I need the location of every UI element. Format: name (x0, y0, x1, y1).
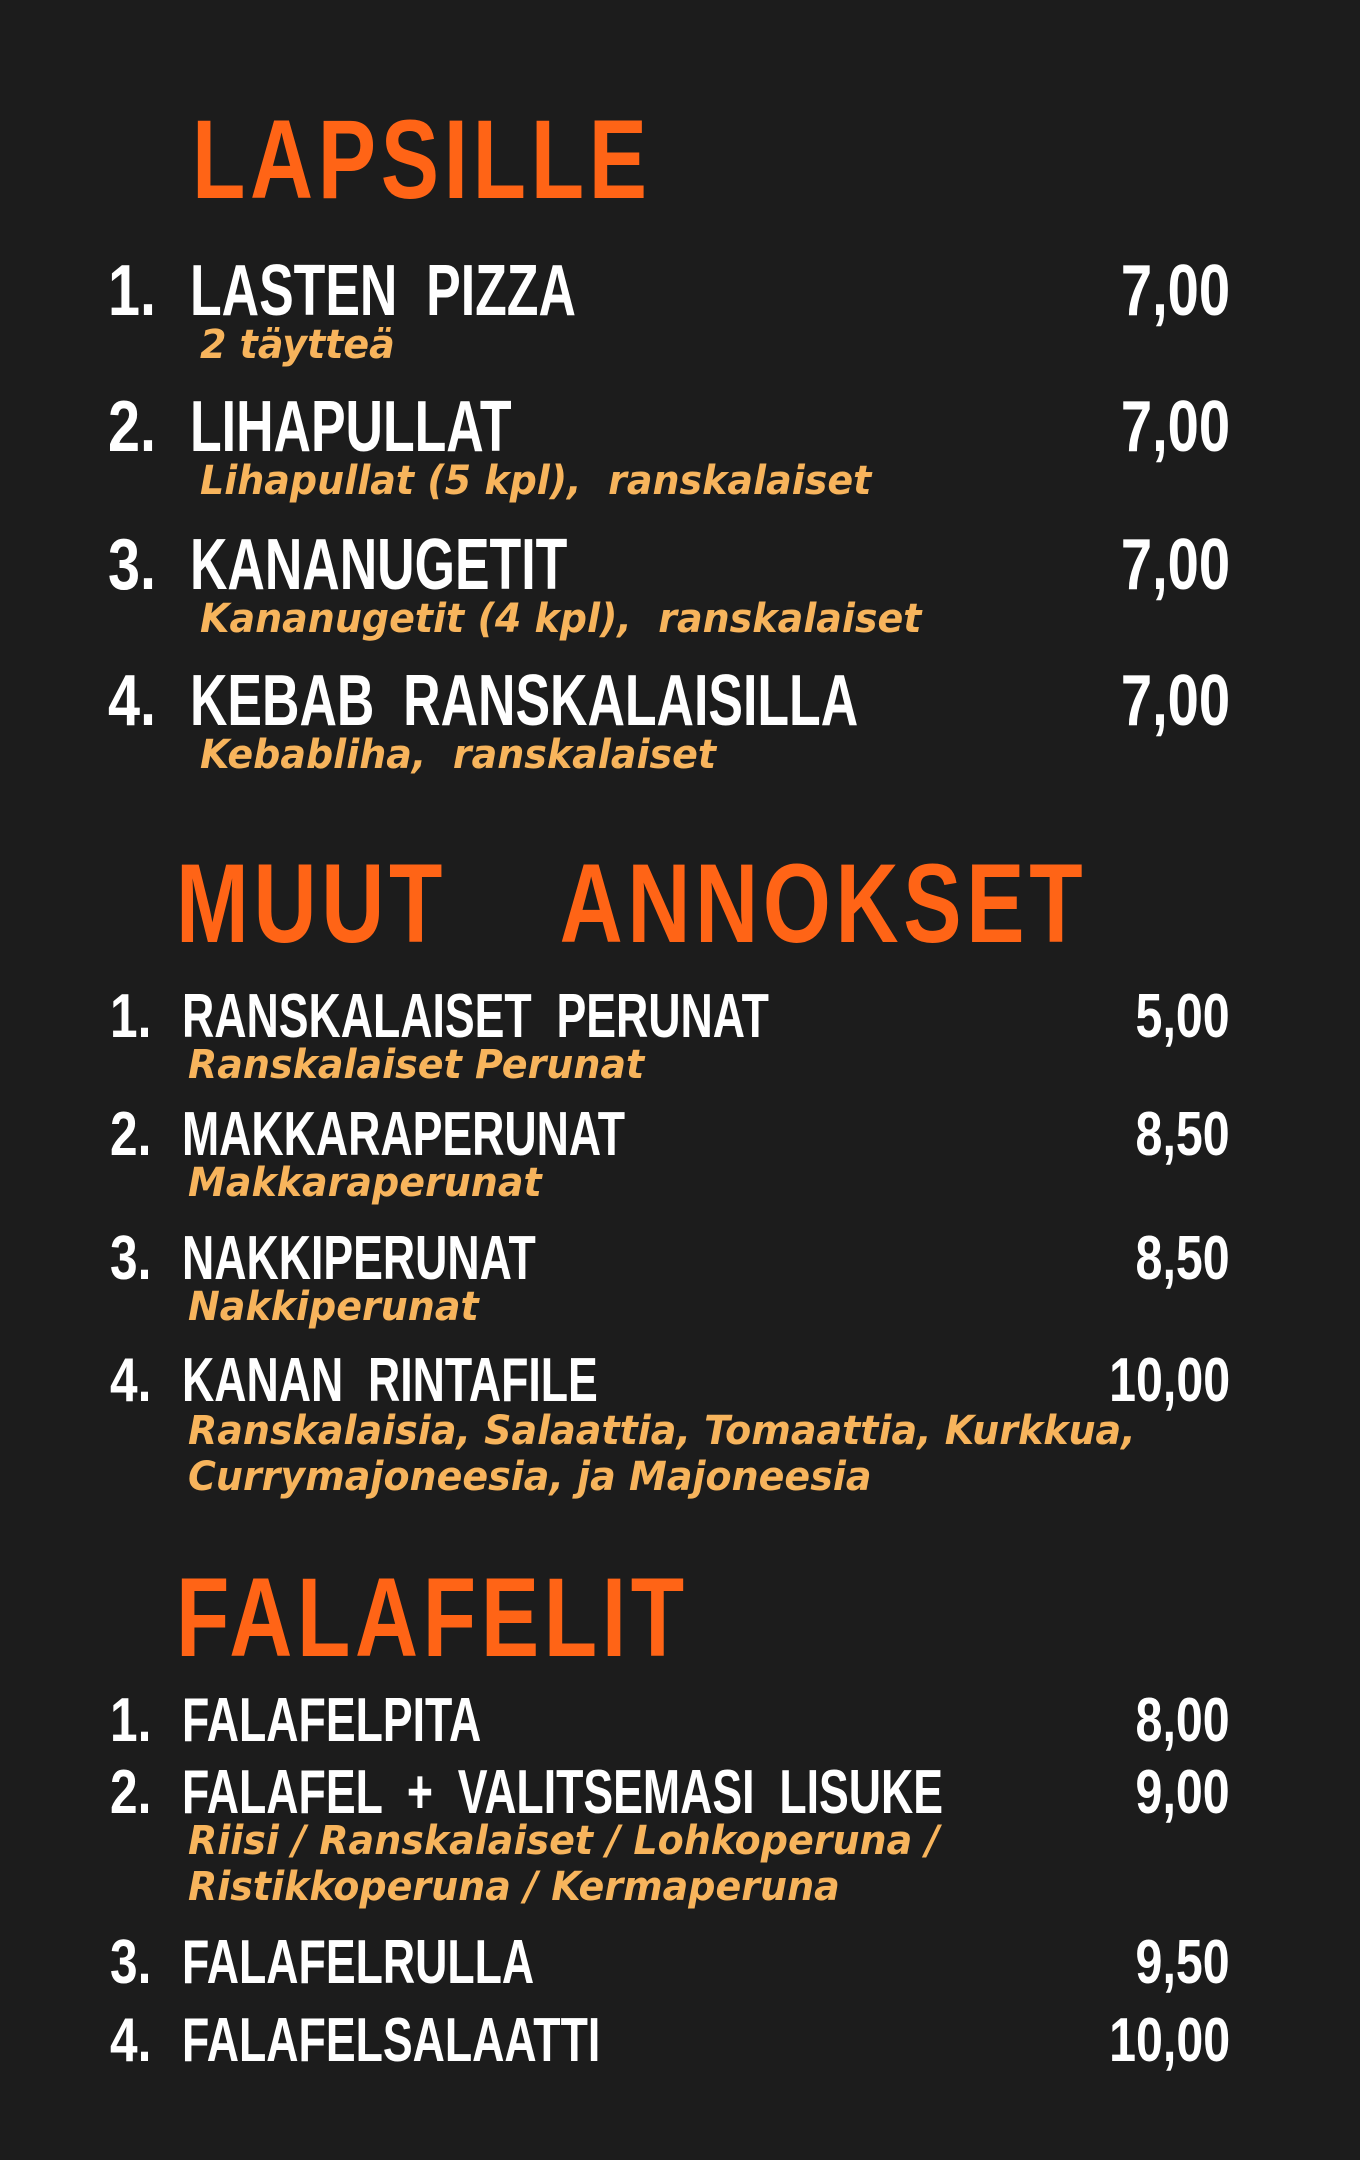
item-description: Kebabliha, ranskalaiset (200, 732, 717, 778)
item-price: 9,50 (1135, 1928, 1230, 1997)
item-name: KANAN RINTAFILE (182, 1346, 598, 1415)
item-description: Ristikkoperuna / Kermaperuna (188, 1864, 840, 1910)
item-name: LASTEN PIZZA (190, 251, 576, 331)
item-price: 10,00 (1108, 2006, 1230, 2075)
item-number: 2. (108, 387, 157, 467)
item-name: LIHAPULLAT (190, 387, 512, 467)
item-number: 1. (110, 1686, 152, 1755)
item-price: 10,00 (1108, 1346, 1230, 1415)
item-name: FALAFELPITA (182, 1686, 482, 1755)
item-price: 7,00 (1120, 525, 1230, 605)
item-number: 3. (110, 1224, 152, 1293)
item-number: 2. (110, 1758, 152, 1827)
item-name: FALAFEL + VALITSEMASI LISUKE (182, 1758, 944, 1827)
item-name: KEBAB RANSKALAISILLA (190, 661, 859, 741)
item-number: 1. (108, 251, 157, 331)
item-price: 9,00 (1135, 1758, 1230, 1827)
item-number: 4. (108, 661, 157, 741)
item-name: FALAFELRULLA (182, 1928, 535, 1997)
item-number: 3. (108, 525, 157, 605)
item-description: Ranskalaiset Perunat (188, 1042, 645, 1088)
section-title-falafelit: FALAFELIT (176, 1555, 689, 1680)
item-price: 7,00 (1120, 661, 1230, 741)
section-title-muut-annokset: MUUT ANNOKSET (176, 841, 1088, 966)
item-description: Currymajoneesia, ja Majoneesia (188, 1454, 872, 1500)
item-price: 8,50 (1135, 1224, 1230, 1293)
item-number: 2. (110, 1100, 152, 1169)
item-description: Makkaraperunat (188, 1160, 542, 1206)
item-price: 8,00 (1135, 1686, 1230, 1755)
item-description: Riisi / Ranskalaiset / Lohkoperuna / (188, 1818, 940, 1864)
item-price: 5,00 (1135, 982, 1230, 1051)
item-description: Ranskalaisia, Salaattia, Tomaattia, Kurkkua, (188, 1408, 1136, 1454)
item-number: 4. (110, 1346, 152, 1415)
item-price: 7,00 (1120, 387, 1230, 467)
item-name: RANSKALAISET PERUNAT (182, 982, 769, 1051)
item-price: 8,50 (1135, 1100, 1230, 1169)
item-number: 1. (110, 982, 152, 1051)
item-name: FALAFELSALAATTI (182, 2006, 601, 2075)
item-name: KANANUGETIT (190, 525, 568, 605)
item-name: NAKKIPERUNAT (182, 1224, 536, 1293)
item-number: 3. (110, 1928, 152, 1997)
item-description: Nakkiperunat (188, 1284, 479, 1330)
item-price: 7,00 (1120, 251, 1230, 331)
item-description: Lihapullat (5 kpl), ranskalaiset (200, 458, 872, 504)
item-number: 4. (110, 2006, 152, 2075)
item-description: 2 täytteä (200, 322, 395, 368)
item-name: MAKKARAPERUNAT (182, 1100, 626, 1169)
item-description: Kananugetit (4 kpl), ranskalaiset (200, 596, 922, 642)
section-title-lapsille: LAPSILLE (192, 97, 652, 222)
